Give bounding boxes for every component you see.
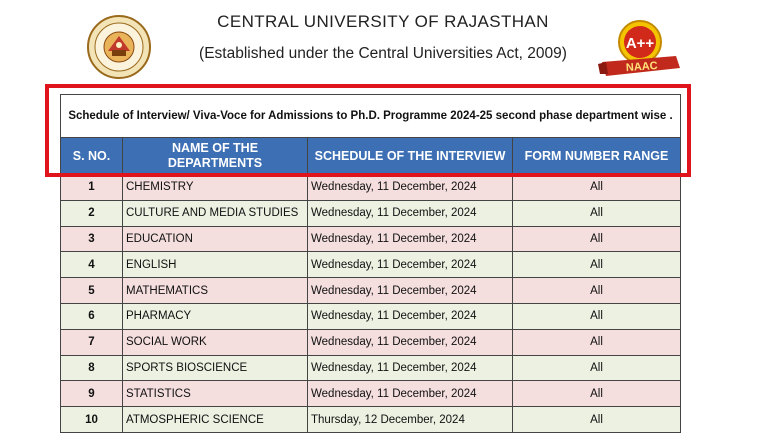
university-seal-logo — [86, 14, 152, 80]
interview-date: Wednesday, 11 December, 2024 — [308, 175, 513, 201]
interview-date: Wednesday, 11 December, 2024 — [308, 329, 513, 355]
highlight-annotation-box — [45, 84, 691, 177]
table-row — [61, 252, 681, 278]
form-number-range: All — [513, 329, 681, 355]
form-number-range: All — [513, 303, 681, 329]
table-row — [61, 175, 681, 201]
interview-date: Wednesday, 11 December, 2024 — [308, 381, 513, 407]
interview-date: Wednesday, 11 December, 2024 — [308, 252, 513, 278]
interview-date: Wednesday, 11 December, 2024 — [308, 355, 513, 381]
form-number-range: All — [513, 200, 681, 226]
department-name: SOCIAL WORK — [123, 329, 308, 355]
table-row — [61, 329, 681, 355]
department-name: EDUCATION — [123, 226, 308, 252]
naac-badge-logo — [596, 18, 682, 80]
table-row — [61, 200, 681, 226]
form-number-range: All — [513, 381, 681, 407]
serial-number: 1 — [61, 175, 123, 201]
table-row — [61, 355, 681, 381]
department-name: MATHEMATICS — [123, 278, 308, 304]
interview-date: Wednesday, 11 December, 2024 — [308, 226, 513, 252]
department-name: CULTURE AND MEDIA STUDIES — [123, 200, 308, 226]
column-header-department: NAME OF THE DEPARTMENTS — [123, 138, 308, 175]
table-row — [61, 407, 681, 433]
column-header-sno: S. NO. — [61, 138, 123, 175]
table-row — [61, 303, 681, 329]
interview-date: Thursday, 12 December, 2024 — [308, 407, 513, 433]
serial-number: 4 — [61, 252, 123, 278]
column-header-form-range: FORM NUMBER RANGE — [513, 138, 681, 175]
serial-number: 7 — [61, 329, 123, 355]
table-title: Schedule of Interview/ Viva-Voce for Admissions to Ph.D. Programme 2024-25 second phase department wise . — [61, 95, 681, 138]
form-number-range: All — [513, 252, 681, 278]
table-row — [61, 278, 681, 304]
serial-number: 10 — [61, 407, 123, 433]
establishment-note: (Established under the Central Universities Act, 2009) — [199, 45, 567, 62]
form-number-range: All — [513, 226, 681, 252]
form-number-range: All — [513, 278, 681, 304]
column-header-schedule: SCHEDULE OF THE INTERVIEW — [308, 138, 513, 175]
serial-number: 5 — [61, 278, 123, 304]
interview-date: Wednesday, 11 December, 2024 — [308, 303, 513, 329]
table-row — [61, 381, 681, 407]
department-name: STATISTICS — [123, 381, 308, 407]
serial-number: 3 — [61, 226, 123, 252]
department-name: CHEMISTRY — [123, 175, 308, 201]
department-name: SPORTS BIOSCIENCE — [123, 355, 308, 381]
department-name: ATMOSPHERIC SCIENCE — [123, 407, 308, 433]
serial-number: 2 — [61, 200, 123, 226]
serial-number: 8 — [61, 355, 123, 381]
form-number-range: All — [513, 355, 681, 381]
department-name: ENGLISH — [123, 252, 308, 278]
serial-number: 6 — [61, 303, 123, 329]
department-name: PHARMACY — [123, 303, 308, 329]
svg-text:A++: A++ — [625, 35, 655, 52]
serial-number: 9 — [61, 381, 123, 407]
form-number-range: All — [513, 407, 681, 433]
svg-text:NAAC: NAAC — [625, 59, 659, 75]
form-number-range: All — [513, 175, 681, 201]
interview-date: Wednesday, 11 December, 2024 — [308, 200, 513, 226]
university-name: CENTRAL UNIVERSITY OF RAJASTHAN — [217, 12, 549, 31]
interview-date: Wednesday, 11 December, 2024 — [308, 278, 513, 304]
table-row — [61, 226, 681, 252]
